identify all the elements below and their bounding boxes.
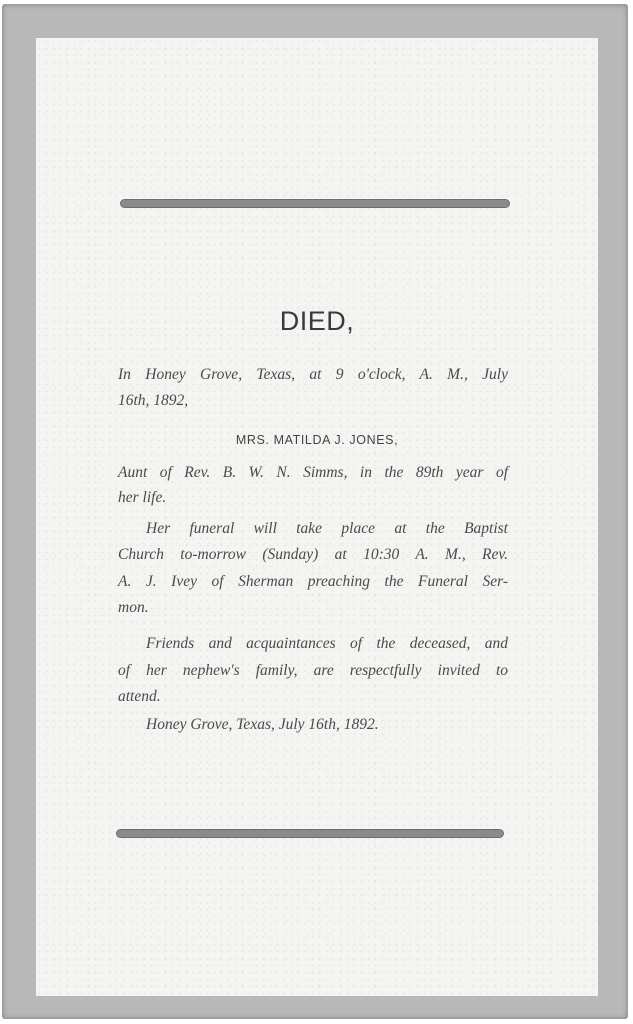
bottom-rule xyxy=(116,829,504,838)
deceased-name: MRS. MATILDA J. JONES, xyxy=(235,433,399,447)
notice-paper xyxy=(36,38,598,996)
notice-heading: DIED, xyxy=(279,306,355,336)
notice-line: Her funeral will take place at the Baptist xyxy=(146,520,508,537)
notice-line: of her nephew's family, are respectfully invited to xyxy=(118,662,508,679)
funeral-notice-card xyxy=(2,4,628,1019)
notice-line: attend. xyxy=(118,688,161,705)
notice-date-line: Honey Grove, Texas, July 16th, 1892. xyxy=(146,716,379,733)
notice-line: Church to-morrow (Sunday) at 10:30 A. M., Rev. xyxy=(118,546,508,563)
notice-line: mon. xyxy=(118,599,149,616)
notice-line: In Honey Grove, Texas, at 9 o'clock, A. M., July xyxy=(118,366,508,383)
notice-line: Aunt of Rev. B. W. N. Simms, in the 89th year of xyxy=(118,464,508,481)
notice-line: 16th, 1892, xyxy=(118,392,189,409)
notice-line: her life. xyxy=(118,489,167,506)
notice-line: A. J. Ivey of Sherman preaching the Funeral Ser- xyxy=(118,573,508,590)
top-rule xyxy=(120,199,510,208)
notice-line: Friends and acquaintances of the deceased, and xyxy=(146,635,508,652)
